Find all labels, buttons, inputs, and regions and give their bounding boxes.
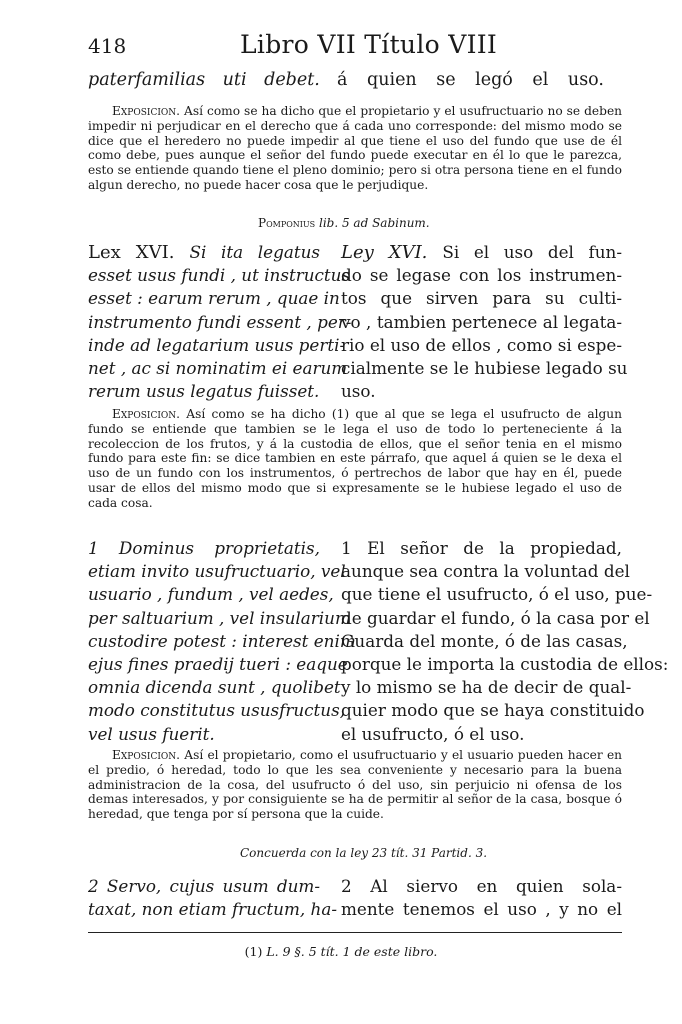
column-line: custodire potest : interest enim — [88, 630, 356, 651]
line-text: instrumento fundi essent , per- — [88, 311, 352, 332]
line-text: cialmente se le hubiese legado su — [341, 358, 628, 379]
column-line: taxat, non etiam fructum, ha- — [88, 899, 338, 920]
exposicion-3 — [88, 748, 622, 822]
exposicion-label: Exposicion. — [112, 748, 181, 762]
par2-spanish-column — [341, 875, 622, 921]
column-line — [88, 264, 351, 287]
column-line: quier modo que se haya constituido — [341, 700, 645, 721]
exposicion-text: Así como se ha dicho que el propietario y el usufructuario no se deben impedir ni perjudicar en el derecho que á cada uno corresponde: del mismo modo se dice que el heredero no puede impedir al que tiene el uso del fundo que use de él como debe, pues aunque el señor del fundo puede executar en él lo que le parezca, esto se entiende quando tiene el pleno dominio; pero si otra persona tiene en el fundo algun derecho, no puede hacer cosa que le perjudique. — [88, 104, 623, 192]
column-line: 2 Al siervo en quien sola- — [341, 876, 622, 896]
column-line: Guarda del monte, ó de las casas, — [341, 630, 628, 651]
footnote-text: L. 9 §. 5 tít. 1 de este libro. — [266, 944, 438, 959]
column-line: 2 Servo, cujus usum dum- — [88, 876, 320, 896]
exposicion-text: Así el propietario, como el usufructuario y el usuario pueden hacer en el predio, ó heredad, todo lo que les sea conveniente y necesario para la buena administracion de la cosa, del usufructo ó del uso, sin perjuicio ni ofensa de los demas interesados, y por consiguiente se ha de permitir al señor de la casa, bosque ó heredad, que tenga por sí persona que la cuide. — [88, 748, 623, 822]
lex16-latin-column — [88, 241, 352, 403]
carry-over-latin: paterfamilias uti debet. — [88, 70, 320, 90]
citation-author: Pomponius — [258, 216, 316, 230]
line-text: inde ad legatarium usus perti- — [88, 334, 346, 355]
column-line — [341, 311, 622, 334]
citation-pomponius — [258, 216, 430, 230]
citation-concuerda: Concuerda con la ley 23 tít. 31 Partid. 3. — [240, 846, 488, 860]
line-text: esset usus fundi , ut instructus — [88, 265, 351, 286]
column-line: modo constitutus ususfructus, — [88, 700, 346, 721]
law-heading: Ley XVI. — [341, 242, 443, 263]
line-text: Si el uso del fun- — [442, 242, 622, 262]
column-line — [341, 287, 622, 310]
column-line — [341, 264, 622, 287]
exposicion-1 — [88, 104, 622, 193]
column-line — [88, 241, 320, 264]
column-line: ejus fines praedij tueri : eaque — [88, 654, 348, 675]
column-line — [88, 380, 320, 403]
line-text: net , ac si nominatim ei earum — [88, 358, 348, 379]
carry-over-spanish: á quien se legó el uso. — [337, 70, 604, 90]
lex16-spanish-column — [341, 241, 628, 403]
column-line: porque le importa la custodia de ellos: — [341, 654, 669, 675]
column-line — [341, 380, 622, 403]
column-line — [88, 311, 352, 334]
column-line: aunque sea contra la voluntad del — [341, 561, 630, 582]
line-text: esset : earum rerum , quae in — [88, 288, 340, 309]
column-line — [88, 357, 348, 380]
column-line — [341, 334, 622, 357]
footnote-rule — [88, 932, 622, 933]
column-line: y lo mismo se ha de decir de qual- — [341, 677, 632, 698]
line-text: tos que sirven para su culti- — [341, 288, 622, 309]
column-line: usuario , fundum , vel aedes, — [88, 584, 334, 605]
exposicion-label: Exposicion. — [112, 407, 181, 421]
line-text: do se legase con los instrumen- — [341, 265, 622, 286]
law-heading: Lex XVI. — [88, 242, 190, 263]
column-line: 1 Dominus proprietatis, — [88, 538, 320, 558]
column-line — [341, 357, 628, 380]
exposicion-2 — [88, 407, 622, 511]
line-text: vo , tambien pertenece al legata- — [341, 311, 622, 332]
column-line: de guardar el fundo, ó la casa por el — [341, 607, 650, 628]
column-line: el usufructo, ó el uso. — [341, 723, 525, 744]
column-line: mente tenemos el uso , y no el — [341, 899, 622, 920]
footnote — [0, 944, 682, 959]
column-line: per saltuarium , vel insularium — [88, 607, 351, 628]
column-line — [341, 241, 622, 264]
column-line — [88, 287, 340, 310]
footnote-mark: (1) — [244, 944, 263, 959]
exposicion-label: Exposicion. — [112, 104, 181, 118]
par1-spanish-column — [341, 537, 669, 746]
par1-latin-column — [88, 537, 356, 746]
exposicion-text: Así como se ha dicho (1) que al que se lega el usufructo de algun fundo se entiende que tambien se le lega el uso de todo lo perteneciente á la recoleccion de los frutos, y á la custodia de ellos, que el señor tenia en el mismo fundo para este fin: se dice tambien en este párrafo, que aquel á quien se le dexa el uso de un fundo con los instrumentos, ó pertrechos de labor que hay en él, puede usar de ellos del mismo modo que si expresamente se le hubiese legado el uso de cada cosa. — [88, 407, 622, 510]
column-line: 1 El señor de la propiedad, — [341, 538, 622, 558]
citation-source: lib. 5 ad Sabinum. — [318, 216, 430, 230]
line-text: uso. — [341, 381, 376, 402]
column-line: etiam invito usufructuario, vel — [88, 561, 346, 582]
line-text: Si ita legatus — [189, 242, 320, 262]
column-line — [88, 334, 346, 357]
column-line: vel usus fuerit. — [88, 723, 215, 744]
column-line: que tiene el usufructo, ó el uso, pue- — [341, 584, 653, 605]
line-text: rerum usus legatus fuisset. — [88, 381, 320, 402]
line-text: rio el uso de ellos , como si espe- — [341, 334, 622, 355]
running-head: Libro VII Título VIII — [240, 30, 498, 59]
par2-latin-column — [88, 875, 338, 921]
page-number: 418 — [88, 34, 127, 58]
page-header — [88, 30, 622, 62]
column-line: omnia dicenda sunt , quolibet — [88, 677, 341, 698]
